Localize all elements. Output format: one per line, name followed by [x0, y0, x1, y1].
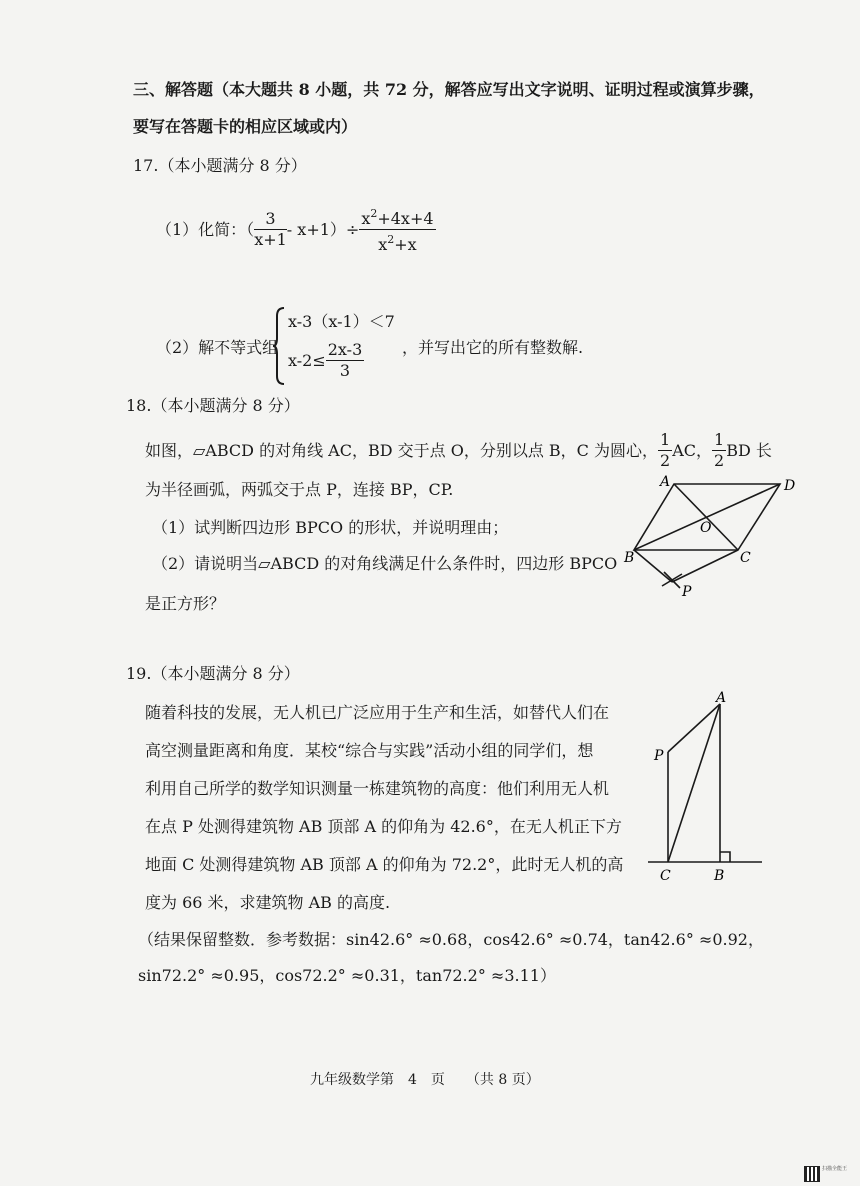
q17-number: 17.（本小题满分 8 分）: [133, 156, 307, 175]
q17-ineq2: [288, 340, 364, 381]
q19-reference-2: sin72.2° ≈0.95，cos72.2° ≈0.31，tan72.2° ≈3.11）: [138, 966, 556, 985]
q17-part1-mid: - x+1）÷: [286, 219, 360, 239]
q17-part1: [156, 204, 436, 255]
q17-ineq2-left: x-2≤: [288, 350, 326, 370]
parallelogram-figure: [620, 470, 810, 602]
fig19-label-a: A: [716, 690, 727, 706]
fig19-label-c: C: [660, 868, 671, 884]
q19-line-3: 利用自己所学的数学知识测量一栋建筑物的高度：他们利用无人机: [145, 779, 610, 798]
q19-line-4: 在点 P 处测得建筑物 AB 顶部 A 的仰角为 42.6°，在无人机正下方: [145, 817, 622, 836]
q17-frac1-den: x+1: [254, 230, 287, 249]
building-figure: [640, 690, 770, 890]
q17-frac2-num-a: x: [361, 209, 371, 228]
q17-part2-label: （2）解不等式组: [156, 338, 279, 357]
fig19-label-p: P: [654, 748, 664, 764]
q18-line1: [145, 430, 772, 471]
q17-ineq2-den: 3: [339, 361, 351, 380]
segment-cp: [672, 550, 738, 582]
fig18-label-a: A: [660, 474, 671, 490]
fig18-label-o: O: [700, 520, 712, 536]
q17-ineq1: x-3（x-1）＜7: [288, 312, 395, 331]
q18-half-den-2: 2: [714, 451, 725, 470]
page-footer: 九年级数学第 4 页 （共 8 页）: [310, 1072, 540, 1088]
q18-sub1: （1）试判断四边形 BPCO 的形状，并说明理由；: [152, 518, 509, 537]
q18-bd: BD 长: [726, 440, 772, 460]
q18-number: 18.（本小题满分 8 分）: [126, 396, 300, 415]
q18-sub2: （2）请说明当▱ABCD 的对角线满足什么条件时，四边形 BPCO: [152, 554, 618, 573]
right-angle-mark: [720, 852, 730, 862]
q19-line-2: 高空测量距离和角度．某校“综合与实践”活动小组的同学们，想: [145, 741, 594, 760]
q17-frac2-num-b: +4x+4: [377, 209, 434, 228]
q18-half-num-2: 1: [714, 430, 725, 449]
q17-frac1-num: 3: [254, 209, 287, 230]
q17-frac2: [359, 204, 435, 255]
q17-part2-tail: ，并写出它的所有整数解.: [402, 338, 584, 357]
q19-line-5: 地面 C 处测得建筑物 AB 顶部 A 的仰角为 72.2°，此时无人机的高: [145, 855, 624, 874]
q18-half-den-1: 2: [660, 451, 671, 470]
qr-code-icon: [804, 1166, 820, 1182]
system-brace-icon: [272, 306, 286, 386]
segment-bp: [634, 550, 672, 582]
q17-frac2-den-b: +x: [394, 235, 417, 254]
q17-frac2-num-exp: 2: [370, 207, 378, 220]
q19-line-1: 随着科技的发展，无人机已广泛应用于生产和生活，如替代人们在: [145, 703, 610, 722]
q17-frac2-den-a: x: [378, 235, 388, 254]
q17-frac1: [254, 209, 287, 250]
q19-reference-1: （结果保留整数．参考数据：sin42.6° ≈0.68，cos42.6° ≈0.74，tan42.6° ≈0.92，: [138, 930, 764, 949]
fig18-label-b: B: [624, 550, 635, 566]
q18-half-frac-2: [712, 430, 726, 471]
q19-number: 19.（本小题满分 8 分）: [126, 664, 300, 683]
fig18-label-p: P: [682, 584, 692, 600]
q18-line2: 为半径画弧，两弧交于点 P，连接 BP，CP.: [145, 480, 454, 499]
q17-part1-label: （1）化简：（: [156, 219, 255, 239]
q19-line-6: 度为 66 米，求建筑物 AB 的高度.: [145, 893, 391, 912]
q18-line1-a: 如图，▱ABCD 的对角线 AC，BD 交于点 O，分别以点 B，C 为圆心，: [145, 440, 659, 460]
q18-ac: AC，: [672, 440, 713, 460]
q17-ineq2-num: 2x-3: [327, 340, 363, 359]
fig19-label-b: B: [714, 868, 725, 884]
q18-sub2-cont: 是正方形？: [145, 594, 226, 613]
scanner-watermark: 扫描全能王: [822, 1166, 848, 1172]
q18-half-frac-1: [658, 430, 672, 471]
q17-frac2-den-exp: 2: [387, 233, 395, 246]
q18-half-num-1: 1: [660, 430, 671, 449]
q17-ineq2-frac: [326, 340, 365, 381]
section-heading: 三、解答题（本大题共 8 小题，共 72 分，解答应写出文字说明、证明过程或演算步骤，: [133, 80, 765, 99]
section-heading-cont: 要写在答题卡的相应区域或内）: [133, 117, 358, 136]
fig18-label-c: C: [740, 550, 751, 566]
fig18-label-d: D: [784, 478, 796, 494]
